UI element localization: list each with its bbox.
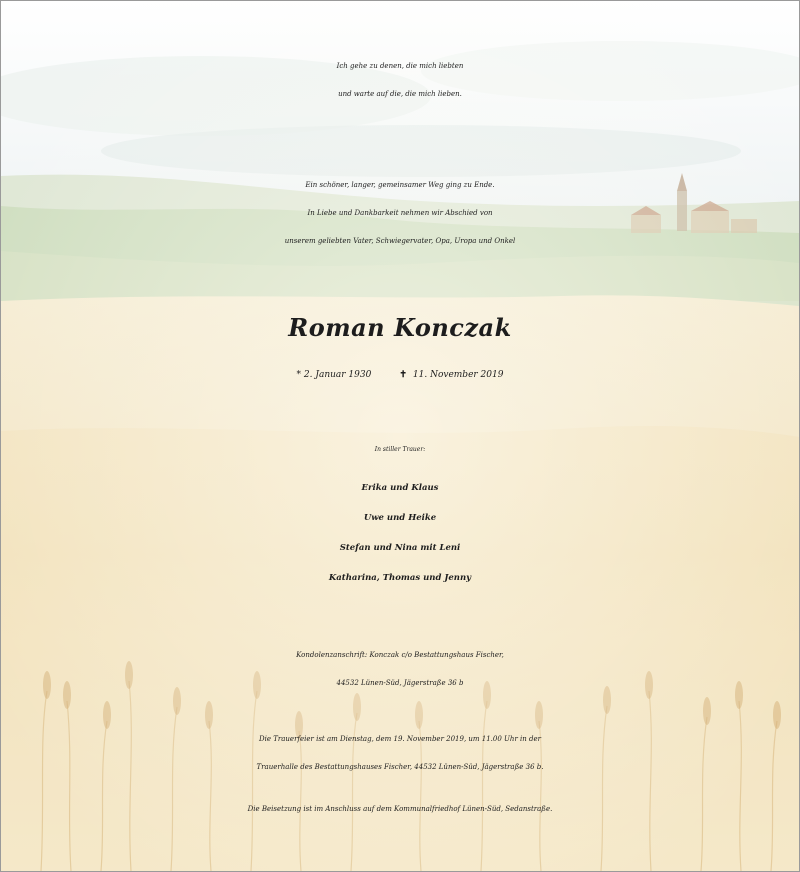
mourner-line: Katharina, Thomas und Jenny [328,573,472,583]
mourners-label: In stiller Trauer: [374,446,426,453]
life-dates [1,370,799,380]
mourner-line: Uwe und Heike [363,513,437,523]
service-line-1: Die Trauerfeier ist am Dienstag, dem 19. November 2019, um 11.00 Uhr in der [259,735,541,743]
condolence-line-1: Kondolenzanschrift: Konczak c/o Bestattungshaus Fischer, [296,651,504,659]
verse-line-1: Ich gehe zu denen, die mich liebten [336,62,464,70]
condolence-line-2: 44532 Lünen-Süd, Jägerstraße 36 b [336,679,464,687]
birth-date: * 2. Januar 1930 [296,370,372,380]
deceased-name: Roman Konczak [288,313,512,342]
burial-line: Die Beisetzung ist im Anschluss auf dem Kommunalfriedhof Lünen-Süd, Sedanstraße. [247,805,553,813]
cross-icon: ✝ [399,370,407,380]
verse-line-2: und warte auf die, die mich lieben. [338,90,462,98]
death-date: 11. November 2019 [412,370,504,380]
mourner-line: Stefan und Nina mit Leni [339,543,461,553]
intro-line-2: In Liebe und Dankbarkeit nehmen wir Abschied von [307,209,493,217]
mourner-line: Erika und Klaus [361,483,439,493]
notice-text [1,1,799,871]
intro-line-3: unserem geliebten Vater, Schwiegervater, Opa, Uropa und Onkel [284,237,516,245]
intro-line-1: Ein schöner, langer, gemeinsamer Weg ging zu Ende. [305,181,495,189]
service-line-2: Trauerhalle des Bestattungshauses Fischer, 44532 Lünen-Süd, Jägerstraße 36 b. [256,763,544,771]
